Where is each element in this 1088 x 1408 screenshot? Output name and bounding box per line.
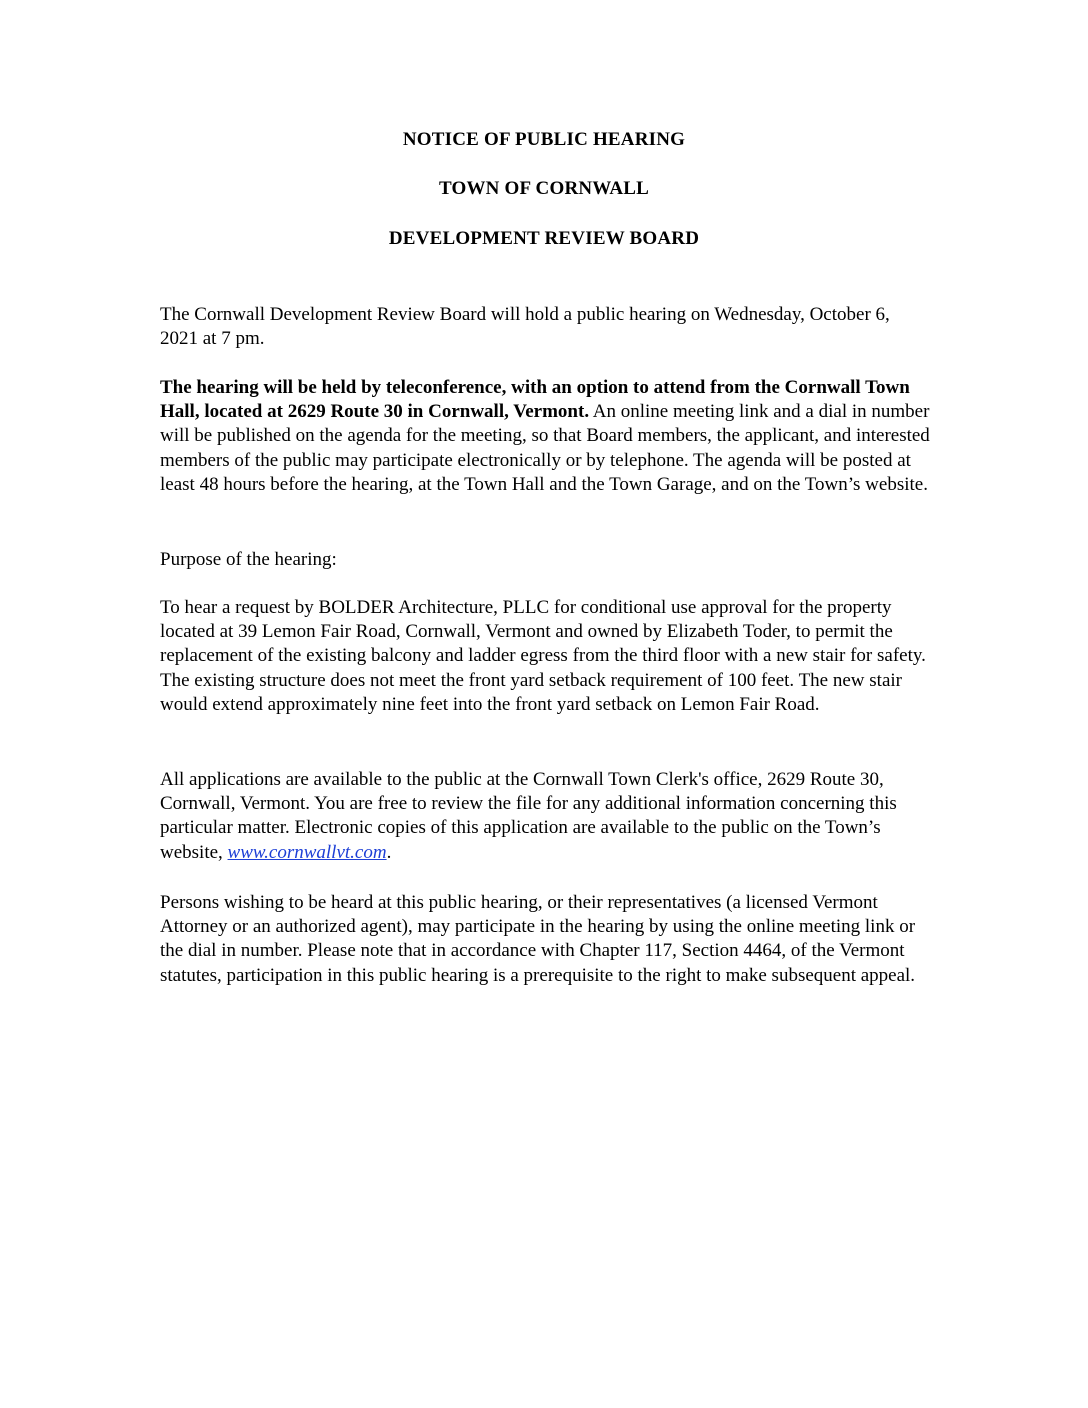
applications-paragraph: [160, 768, 930, 865]
purpose-label: Purpose of the hearing:: [160, 549, 337, 570]
teleconference-bold-text: The hearing will be held by teleconference, with an option to attend from the Cornwall Town Hall, located at 2629 Route 30 in Cornwall, Vermont.: [160, 377, 910, 423]
applications-end: .: [386, 841, 392, 863]
purpose-paragraph: To hear a request by BOLDER Architecture, PLLC for conditional use approval for the property located at 39 Lemon Fair Road, Cornwall, Vermont and owned by Elizabeth Toder, to permit the replacement of the existing balcony and ladder egress from the third floor with a new stair for safety. The existing structure does not meet the front yard setback requirement of 100 feet. The new stair would extend approximately nine feet into the front yard setback on Lemon Fair Road.: [160, 597, 926, 715]
notice-title: NOTICE OF PUBLIC HEARING: [402, 129, 686, 150]
intro-paragraph: The Cornwall Development Review Board will hold a public hearing on Wednesday, October 6, 2021 at 7 pm.: [160, 304, 890, 350]
town-website-link[interactable]: www.cornwallvt.com: [227, 841, 387, 863]
applications-text: All applications are available to the public at the Cornwall Town Clerk's office, 2629 Route 30, Cornwall, Vermont. You are free to review the file for any additional information concerning this particular matter. Electronic copies of this application are available to the public on the Town’s website,: [160, 769, 897, 863]
board-title: DEVELOPMENT REVIEW BOARD: [388, 228, 700, 249]
town-title: TOWN OF CORNWALL: [438, 178, 650, 199]
persons-paragraph: Persons wishing to be heard at this public hearing, or their representatives (a licensed Vermont Attorney or an authorized agent), may participate in the hearing by using the online meeting link or the dial in number. Please note that in accordance with Chapter 117, Section 4464, of the Vermont statutes, participation in this public hearing is a prerequisite to the right to make subsequent appeal.: [160, 892, 916, 986]
teleconference-paragraph: [160, 376, 930, 497]
teleconference-details-text: An online meeting link and a dial in number will be published on the agenda for the meeting, so that Board members, the applicant, and interested members of the public may participate electronically or by telephone. The agenda will be posted at least 48 hours before the hearing, at the Town Hall and the Town Garage, and on the Town’s website.: [160, 401, 930, 495]
